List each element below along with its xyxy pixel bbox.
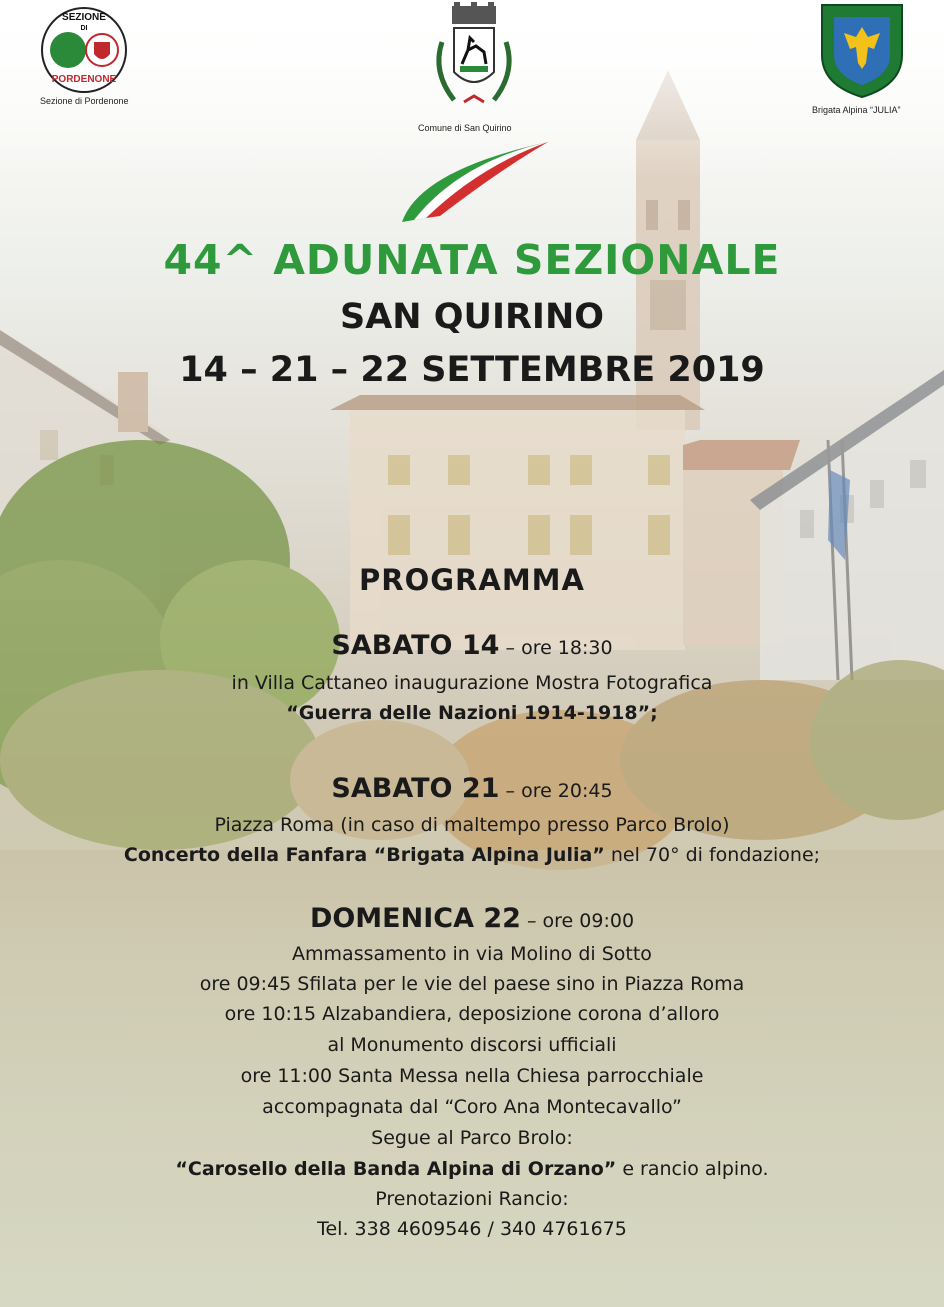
sat21-time: – ore 20:45 [499, 780, 613, 802]
sat21-concert: Concerto della Fanfara “Brigata Alpina Julia” [123, 844, 605, 866]
sun22-line: accompagnata dal “Coro Ana Montecavallo” [262, 1096, 682, 1118]
sun22-heading [0, 903, 944, 934]
sat14-heading [0, 630, 944, 661]
carosello-rest: e rancio alpino. [616, 1158, 769, 1180]
logo-right-caption: Brigata Alpina “JULIA” [812, 105, 901, 115]
sun22-line: Segue al Parco Brolo: [371, 1127, 573, 1149]
san-quirino-crest-icon [424, 2, 524, 120]
sat21-line2 [0, 840, 944, 870]
sun22-time: – ore 09:00 [520, 910, 635, 932]
sun22-line: ore 09:45 Sfilata per le vie del paese sino in Piazza Roma [199, 973, 745, 995]
sat21-day: SABATO 21 [331, 773, 500, 804]
sat21-line1: Piazza Roma (in caso di maltempo presso Parco Brolo) [214, 814, 730, 836]
brigata-julia-shield-icon [820, 3, 904, 99]
tricolor-swoosh-icon [400, 140, 550, 224]
logo-left-mid: DI [80, 25, 88, 32]
logo-left-bottom: PORDENONE [51, 74, 117, 85]
prenotazioni-label: Prenotazioni Rancio: [375, 1188, 569, 1210]
event-dates: 14 – 21 – 22 SETTEMBRE 2019 [179, 350, 765, 390]
sun22-day: DOMENICA 22 [309, 903, 521, 934]
sat14-day: SABATO 14 [331, 630, 500, 661]
sun22-line: ore 11:00 Santa Messa nella Chiesa parrocchiale [240, 1065, 704, 1087]
sat21-concert-rest: nel 70° di fondazione; [604, 844, 821, 866]
event-place: SAN QUIRINO [340, 297, 604, 337]
sun22-line: Ammassamento in via Molino di Sotto [292, 943, 652, 965]
carosello-title: “Carosello della Banda Alpina di Orzano” [175, 1158, 617, 1180]
program-heading: PROGRAMMA [359, 563, 585, 597]
sat21-heading [0, 773, 944, 804]
sun22-line: al Monumento discorsi ufficiali [327, 1034, 617, 1056]
logo-center-caption: Comune di San Quirino [418, 123, 512, 133]
sun22-line: ore 10:15 Alzabandiera, deposizione corona d’alloro [224, 1003, 720, 1025]
logo-left-caption: Sezione di Pordenone [40, 96, 129, 106]
event-title: 44^ ADUNATA SEZIONALE [163, 236, 781, 284]
sat14-time: – ore 18:30 [499, 637, 613, 659]
logo-left-top: SEZIONE [62, 12, 106, 23]
phone-numbers: Tel. 338 4609546 / 340 4761675 [317, 1218, 627, 1240]
sat14-line2: “Guerra delle Nazioni 1914-1918”; [286, 702, 658, 724]
sat14-line1: in Villa Cattaneo inaugurazione Mostra Fotografica [231, 672, 713, 694]
sun22-carosello [0, 1154, 944, 1184]
sezione-pordenone-logo [36, 6, 132, 94]
villa [330, 395, 800, 650]
